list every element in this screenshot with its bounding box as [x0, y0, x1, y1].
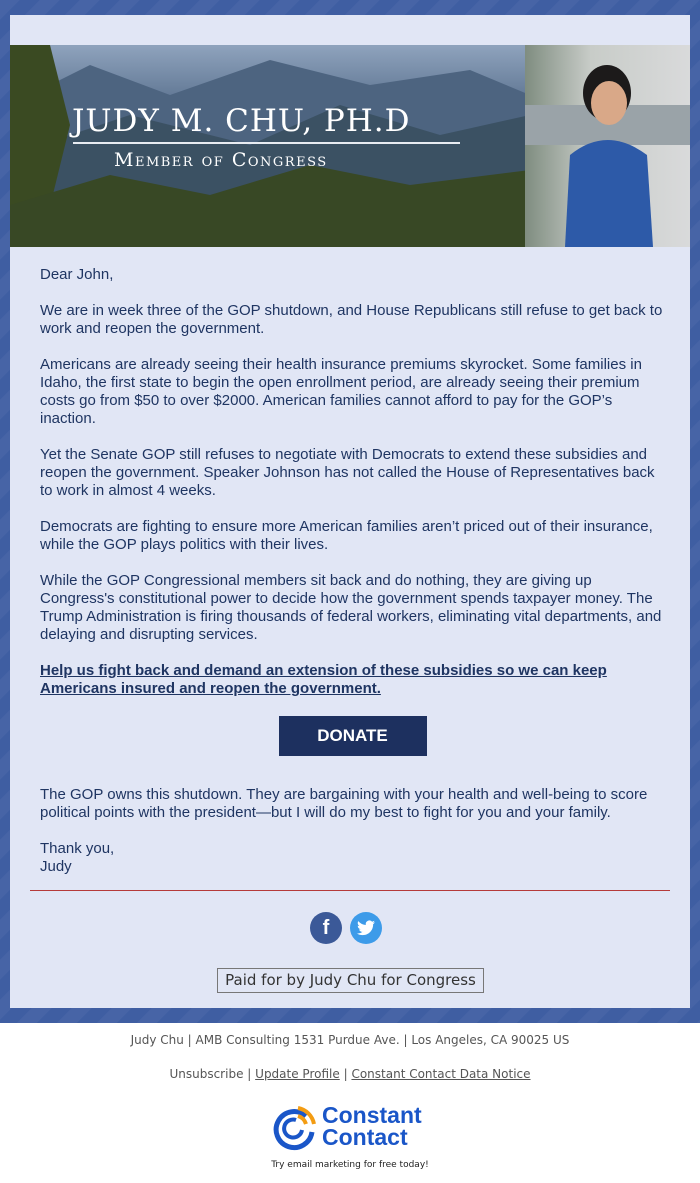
header-subtitle: Member of Congress [114, 149, 328, 171]
paragraph: Democrats are fighting to ensure more American families aren’t priced out of their insurance, while the GOP plays politics with their lives. [40, 518, 653, 553]
twitter-icon[interactable] [350, 912, 382, 944]
facebook-icon[interactable]: f [310, 912, 342, 944]
closing-paragraph: The GOP owns this shutdown. They are bargaining with your health and well-being to score political points with the president—but I will do my best to fight for you and your family. [40, 786, 648, 821]
divider [30, 890, 670, 891]
paid-for-disclaimer: Paid for by Judy Chu for Congress [217, 968, 484, 993]
header-rule [73, 142, 460, 144]
footer-links [0, 1067, 700, 1081]
paragraph: While the GOP Congressional members sit back and do nothing, they are giving up Congress's constitutional power to decide how the government spends taxpayer money. The Trump Administration is firing thousands of federal workers, eliminating vital departments, and delaying and disrupting services. [40, 572, 662, 643]
tagline[interactable]: Try email marketing for free today! [271, 1160, 429, 1170]
constant-contact-logo-icon [270, 1104, 318, 1152]
separator: | [247, 1067, 252, 1081]
signature: Judy [40, 858, 72, 875]
greeting: Dear John, [40, 266, 114, 283]
header-banner [10, 45, 690, 247]
donate-button[interactable]: DONATE [279, 716, 427, 756]
email-panel [10, 15, 690, 1008]
email-body [40, 266, 665, 894]
constant-contact-logo[interactable]: Constant Contact [270, 1104, 440, 1154]
paragraph: Yet the Senate GOP still refuses to negotiate with Democrats to extend these subsidies and reopen the government. Speaker Johnson has not called the House of Representatives back to work in almost 4 weeks. [40, 446, 655, 499]
paragraph: We are in week three of the GOP shutdown, and House Republicans still refuse to get back to work and reopen the government. [40, 302, 663, 337]
mountain-image [10, 45, 530, 247]
paragraph: Americans are already seeing their health insurance premiums skyrocket. Some families in Idaho, the first state to begin the open enrollment period, are already seeing their premium costs go from $50 to over $2000. American families cannot afford to pay for the GOP’s inaction. [40, 356, 642, 427]
header-name: JUDY M. CHU, PH.D [72, 103, 411, 139]
separator: | [343, 1067, 348, 1081]
signoff: Thank you, [40, 840, 115, 857]
update-profile-link[interactable]: Update Profile [255, 1067, 340, 1081]
congresswoman-photo [525, 45, 690, 247]
cta-link[interactable]: Help us fight back and demand an extension of these subsidies so we can keep Americans insured and reopen the government. [40, 662, 607, 697]
footer-address: Judy Chu | AMB Consulting 1531 Purdue Ave. | Los Angeles, CA 90025 US [130, 1033, 570, 1047]
data-notice-link[interactable]: Constant Contact Data Notice [351, 1067, 531, 1081]
unsubscribe-link[interactable]: Unsubscribe [169, 1067, 244, 1081]
